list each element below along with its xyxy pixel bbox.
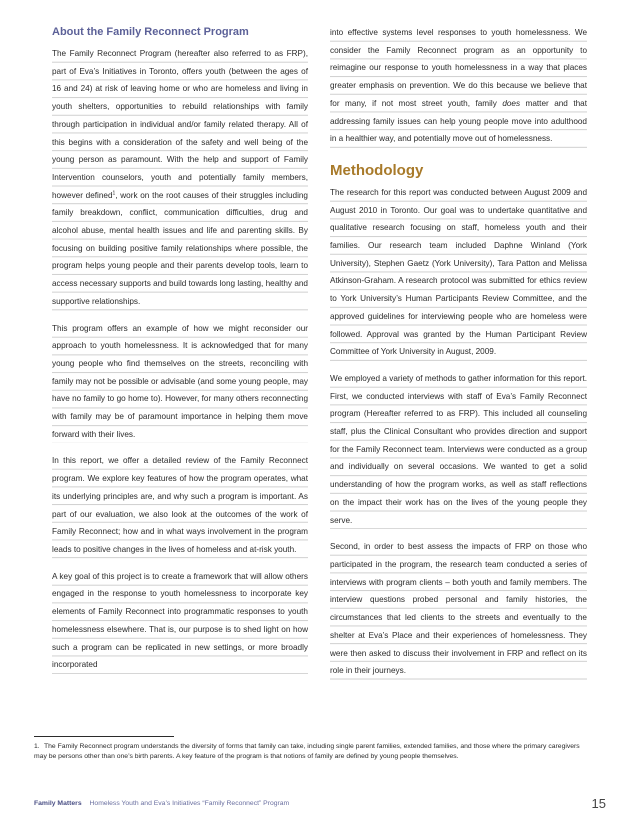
footer-subtitle: Homeless Youth and Eva’s Initiatives “Family Reconnect” Program — [89, 800, 290, 807]
footnote-text: The Family Reconnect program understands the diversity of forms that family can take, including single parent families, extended families, and those where the primary caregivers may be persons other than one’s birth parents. A key feature of the program is that notions of family are defined by young people themselves. — [34, 743, 580, 760]
paragraph-text: , work on the root causes of their struggles including family breakdown, conflict, communication difficulties, drug and alcohol abuse, mental health issues and life and parenting skills. By focusing on building positive family relationships where possible, the program helps young people and their parents develop tools, learn to access necessary supports and build towards long lasting, healthy and supportive relationships. — [52, 190, 308, 306]
right-paragraph-2: We employed a variety of methods to gather information for this report. First, we conducted interviews with staff of Eva’s Family Reconnect program (Hereafter referred to as FRP). This included all counseling staff, plus the Clinical Consultant who provides direction and support for the Family Reconnect team. Interviews were conducted as a group and individually on several occasions. We wanted to get a solid understanding of how the program works, as well as staff reflections on the impact their work has on the lives of the young people they serve. — [330, 370, 587, 529]
footnote-ref: 1 — [112, 189, 116, 196]
right-paragraph-1: The research for this report was conducted between August 2009 and August 2010 in Toronto. Our goal was to undertake quantitative and qualitative research focusing on staff, homeless youth and their families. Our research team included Daphne Winland (York University), Stephen Gaetz (York University), Tara Patton and Melissa Atkinson-Graham. A research protocol was submitted for ethics review to York University’s Human Participants Review Committee, and the approved guidelines for interviewing people who are homeless were followed. Approval was granted by the Human Participant Review Committee of York University in August, 2009. — [330, 184, 587, 361]
footnote-divider — [34, 736, 174, 737]
left-paragraph-4: A key goal of this project is to create a framework that will allow others engaged in the response to youth homelessness to incorporate key elements of Family Reconnect into programmatic responses to youth homelessness elsewhere. That is, our purpose is to shed light on how such a program can be replicated in new settings, or more broadly incorporated — [52, 568, 308, 674]
paragraph-text: The Family Reconnect Program (hereafter also referred to as FRP), part of Eva’s Initiatives in Toronto, offers youth (between the ages of 16 and 24) at risk of leaving home or who are homeless and living in youth shelters, opportunities to rebuild relationships with family through participation in individual and/or family related therapy. All of this begins with a consideration of the safety and well being of the young person as paramount. With the help and support of Family Intervention counselors, youth and potentially family members, however defined — [52, 49, 308, 200]
paragraph-text: matter and that addressing family issues can help young people move into adulthood in a healthier way, and potentially move out of homelessness. — [330, 98, 587, 144]
right-intro-paragraph — [330, 24, 587, 148]
right-paragraph-3: Second, in order to best assess the impacts of FRP on those who participated in the program, the research team conducted a series of interviews with program clients – both youth and family members. The interview questions probed personal and family histories, the circumstances that led clients to the streets and eventually to the shelter at Eva’s Place and their experiences of homelessness. They were then asked to discuss their involvement in FRP and reflect on its role in their journeys. — [330, 538, 587, 680]
left-paragraph-1 — [52, 45, 308, 311]
footer-title: Family Matters — [34, 800, 82, 807]
right-column — [330, 24, 587, 689]
page-number: 15 — [591, 796, 606, 811]
left-paragraph-3: In this report, we offer a detailed review of the Family Reconnect program. We explore key features of how the program operates, what its underlying principles are, and why such a program is important. As part of our evaluation, we also look at the outcomes of the work of Family Reconnect; how and in what ways involvement in the program leads to positive changes in the lives of homeless and at-risk youth. — [52, 452, 308, 558]
footnote-number: 1. — [34, 743, 40, 750]
left-column — [52, 24, 308, 683]
footnote — [34, 742, 594, 761]
left-paragraph-2: This program offers an example of how we might reconsider our approach to youth homelessness. It is acknowledged that for many young people who find themselves on the streets, reconciling with family may not be possible or advisable (and some young people, may have no family to go home to). However, for many others reconnecting with family may be of paramount importance in helping them move forward with their lives. — [52, 320, 308, 444]
section-heading-about: About the Family Reconnect Program — [52, 26, 249, 38]
paragraph-text: into effective systems level responses to youth homelessness. We consider the Family Reconnect program as an opportunity to reimagine our response to youth homelessness in a way that places greater emphasis on prevention. We do this because we believe that for many, if not most street youth, family — [330, 28, 587, 108]
section-heading-methodology: Methodology — [330, 161, 424, 179]
emphasis-text: does — [502, 98, 521, 108]
page-footer — [34, 796, 606, 816]
